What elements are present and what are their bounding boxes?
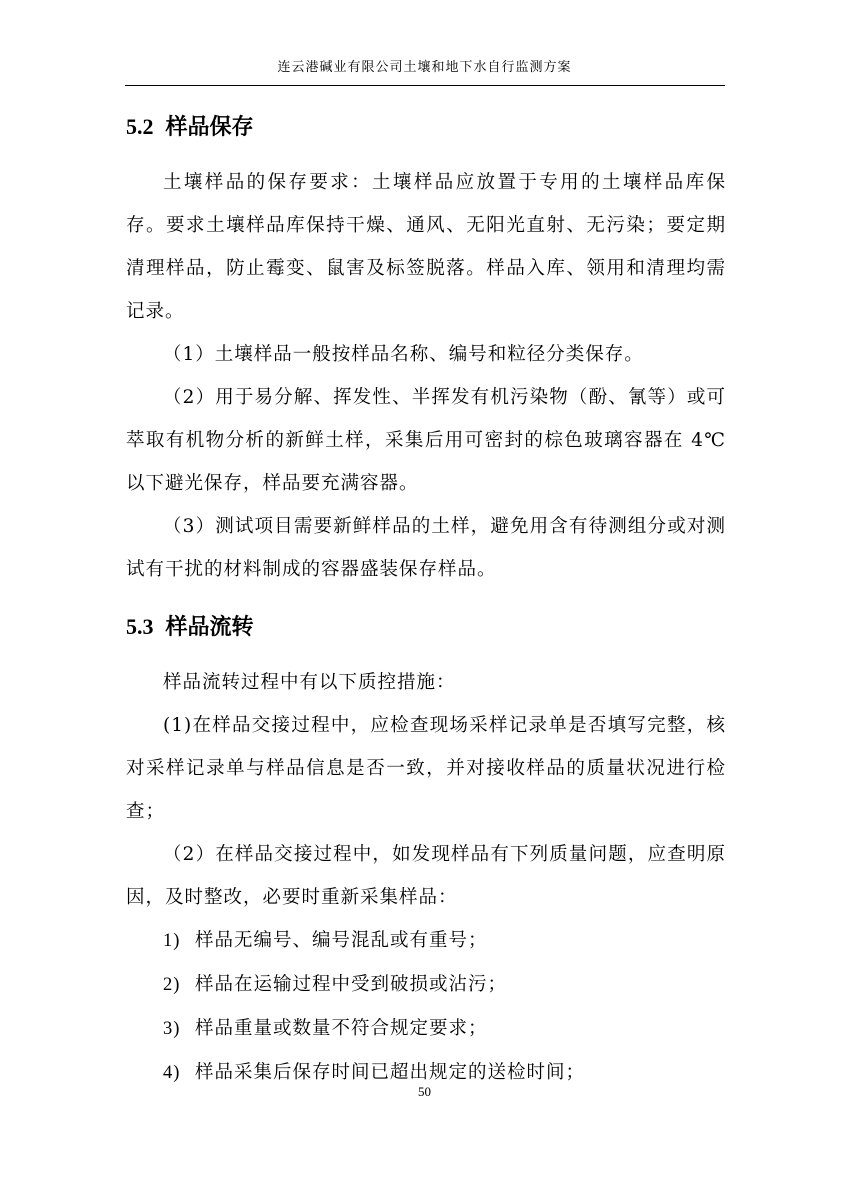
list-text: 样品无编号、编号混乱或有重号； <box>195 930 488 951</box>
section-number: 5.2 <box>126 114 154 139</box>
list-item <box>163 963 726 1007</box>
paragraph: 样品流转过程中有以下质控措施： <box>163 672 456 693</box>
paragraph: （1）土壤样品一般按样品名称、编号和粒径分类保存。 <box>163 344 644 365</box>
list-number: 3) <box>163 1019 181 1039</box>
page-body <box>126 105 726 1095</box>
list-number: 1) <box>163 931 181 951</box>
section-heading-5-2 <box>126 107 726 148</box>
list-text: 样品采集后保存时间已超出规定的送检时间； <box>195 1062 586 1083</box>
section-title: 样品流转 <box>165 615 254 640</box>
header-divider <box>125 85 725 86</box>
list-text: 样品在运输过程中受到破损或沾污； <box>195 974 508 995</box>
section-heading-5-3 <box>126 607 726 648</box>
list-item <box>163 919 726 963</box>
paragraph: （3）测试项目需要新鲜样品的土样，避免用含有待测组分或对测试有干扰的材料制成的容器盛装保存样品。 <box>126 516 726 580</box>
paragraph: （2）在样品交接过程中，如发现样品有下列质量问题，应查明原因，及时整改，必要时重新采集样品： <box>126 844 726 908</box>
paragraph: 土壤样品的保存要求：土壤样品应放置于专用的土壤样品库保存。要求土壤样品库保持干燥、通风、无阳光直射、无污染；要定期清理样品，防止霉变、鼠害及标签脱落。样品入库、领用和清理均需记录。 <box>126 172 726 322</box>
list-number: 4) <box>163 1063 181 1083</box>
quality-issue-list <box>126 919 726 1095</box>
section-number: 5.3 <box>126 614 154 639</box>
paragraph: （2）用于易分解、挥发性、半挥发有机污染物（酚、氰等）或可萃取有机物分析的新鲜土样，采集后用可密封的棕色玻璃容器在 4℃以下避光保存，样品要充满容器。 <box>126 387 726 494</box>
page-number: 50 <box>418 1084 431 1099</box>
list-item <box>163 1007 726 1051</box>
paragraph: (1)在样品交接过程中，应检查现场采样记录单是否填写完整，核对采样记录单与样品信息是否一致，并对接收样品的质量状况进行检查； <box>126 715 726 822</box>
running-header: 连云港碱业有限公司土壤和地下水自行监测方案 <box>277 60 572 75</box>
list-text: 样品重量或数量不符合规定要求； <box>195 1018 488 1039</box>
list-number: 2) <box>163 975 181 995</box>
section-title: 样品保存 <box>165 115 254 140</box>
